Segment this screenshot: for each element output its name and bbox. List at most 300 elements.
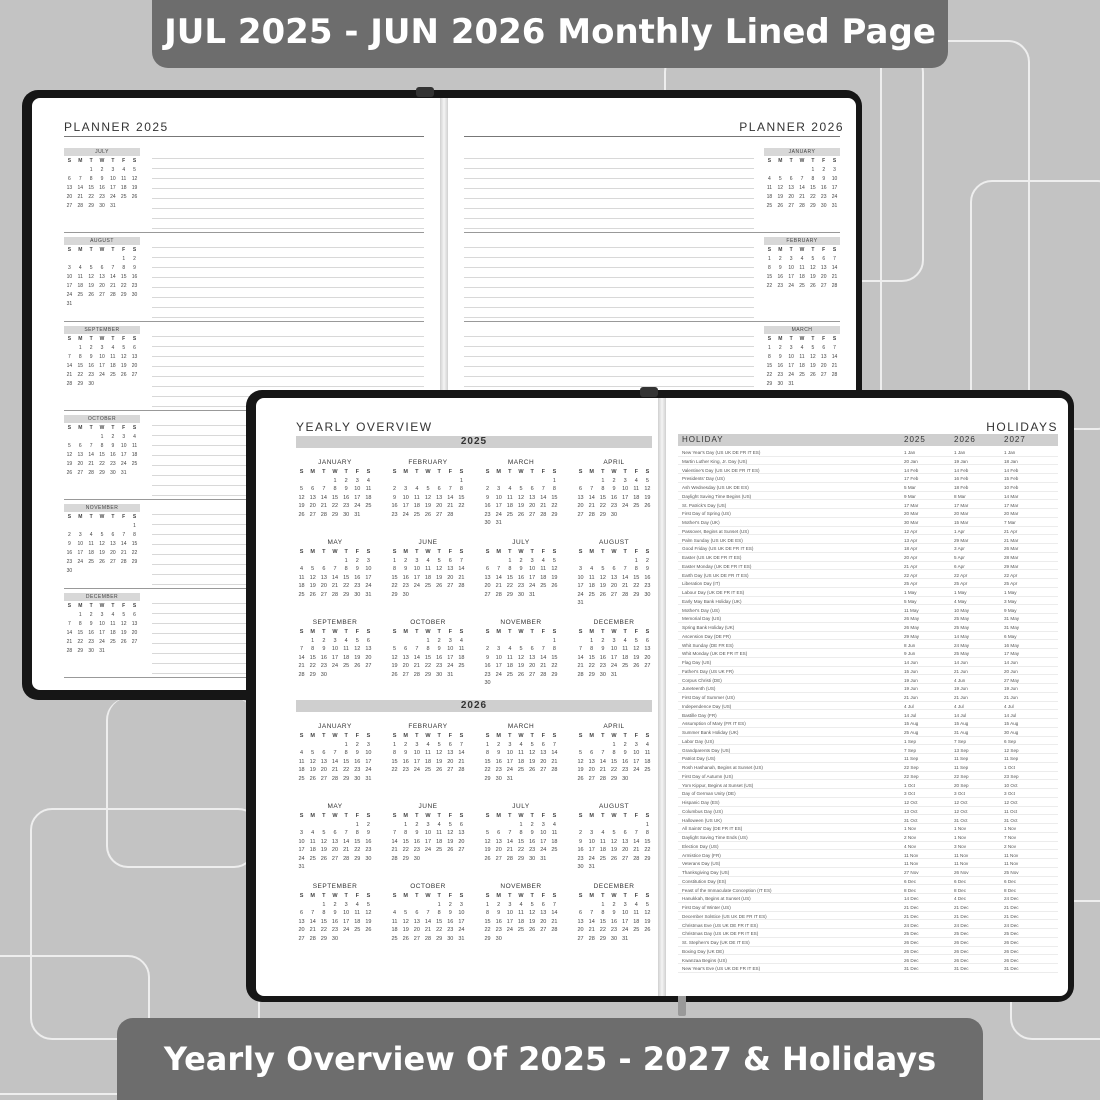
day-number: 10 [588,838,595,845]
day-number: 11 [799,265,805,271]
day-number: 22 [436,927,443,933]
year-header: 2026 [296,700,652,712]
holiday-date: 11 Oct [1004,808,1018,814]
day-number: 24 [424,847,432,853]
weekday-label: S [67,336,72,342]
weekday-label: T [623,893,627,899]
day-number: 2 [497,901,501,908]
day-number: 9 [404,750,408,756]
day-number: 7 [552,901,556,908]
holiday-date: 1 May [904,590,917,595]
day-number: 13 [820,354,827,360]
month-name: APRIL [603,459,625,466]
holiday-date: 1 Jan [904,450,916,455]
writing-line [152,346,424,347]
day-number: 6 [459,821,463,828]
day-number: 28 [331,591,339,598]
weekday-label: M [589,893,594,899]
day-number: 13 [131,621,138,627]
holiday-date: 3 Oct [954,791,965,797]
holiday-date: 25 Dec [954,931,969,937]
weekday-label: T [111,247,115,253]
day-blank [527,637,538,646]
day-number: 3 [415,741,419,748]
holiday-date: 31 Oct [954,817,968,823]
day-number: 2 [448,901,452,908]
day-number: 9 [601,646,605,652]
day-number: 30 [88,381,94,387]
day-number: 13 [529,654,536,661]
day-number: 25 [540,583,547,589]
month-name: MAY [327,803,343,810]
day-number: 29 [120,292,127,298]
day-number: 10 [354,486,361,492]
month-calendar [764,148,840,211]
day-number: 19 [131,185,138,191]
day-blank [307,741,318,750]
weekday-label: F [634,733,638,739]
weekday-label: F [822,336,826,342]
day-blank [389,637,400,646]
day-number: 16 [820,185,827,191]
day-number: 19 [529,918,536,925]
day-number: 28 [343,855,350,862]
day-number: 11 [365,486,372,492]
day-number: 18 [309,847,316,853]
day-number: 4 [634,901,638,908]
day-number: 21 [458,758,465,765]
holiday-date: 18 Jan [1004,458,1018,464]
day-blank [482,637,493,646]
day-number: 29 [610,775,618,782]
day-number: 24 [495,671,502,678]
writing-line [152,307,424,308]
day-number: 7 [833,345,836,351]
day-number: 7 [393,830,397,836]
day-number: 11 [391,918,398,925]
day-number: 6 [612,566,616,572]
day-number: 29 [77,648,84,654]
day-number: 24 [413,583,420,589]
holiday-date: 1 May [954,590,967,595]
day-number: 6 [311,486,315,492]
day-number: 4 [645,741,649,748]
day-number: 7 [333,750,337,756]
weekday-label: M [403,629,408,635]
day-number: 6 [530,646,534,652]
weekday-label: W [425,893,431,899]
day-number: 27 [622,855,629,862]
holiday-date: 21 Dec [954,913,969,919]
day-number: 18 [298,583,305,589]
day-number: 1 [437,901,441,908]
day-number: 9 [322,646,326,652]
holiday-name: Presidents' Day (US) [682,476,725,482]
day-number: 30 [599,671,606,678]
day-number: 28 [633,855,640,862]
holiday-row [678,870,1058,877]
day-number: 15 [810,185,816,191]
day-blank [515,477,526,486]
weekday-row [482,892,560,901]
day-number: 16 [495,918,502,925]
day-number: 3 [623,477,627,484]
weekday-label: T [89,158,93,164]
day-number: 1 [768,256,771,262]
day-number: 5 [122,612,126,618]
weekday-row [575,732,653,741]
weekday-label: M [78,603,83,609]
holiday-name: Kwanzaa Begins (US) [682,957,727,963]
day-number: 6 [579,486,583,492]
weekday-label: S [299,549,304,555]
holiday-date: 21 Jun [954,695,968,700]
day-number: 19 [633,654,640,661]
holiday-row [678,905,1058,912]
weekday-label: T [601,469,605,475]
day-number: 8 [601,486,605,492]
writing-lines [464,148,754,228]
holiday-name: Memorial Day (US) [682,616,722,622]
weekday-label: M [78,158,83,164]
month-name: NOVEMBER [500,883,542,890]
day-number: 2 [111,434,115,440]
day-number: 15 [551,654,558,661]
month-calendar [296,722,374,783]
day-number: 21 [413,663,420,669]
holiday-date: 3 Oct [1004,791,1015,797]
day-number: 8 [612,750,616,756]
day-number: 19 [599,583,606,589]
day-number: 21 [588,503,595,509]
page-title: YEARLY OVERVIEW [296,420,433,434]
day-number: 14 [66,630,73,636]
day-number: 6 [448,557,452,564]
day-number: 27 [529,511,536,518]
day-number: 21 [588,927,595,933]
day-number: 26 [309,775,316,782]
day-number: 26 [644,927,651,933]
day-number: 16 [343,494,350,501]
day-number: 11 [588,574,595,581]
weekday-label: W [99,158,105,164]
holiday-date: 13 Sep [954,747,969,753]
day-blank [493,557,504,566]
day-blank [75,522,86,531]
day-number: 4 [311,830,315,836]
weekday-label: S [578,813,583,819]
day-number: 3 [355,477,359,484]
day-number: 20 [131,363,138,369]
day-number: 11 [354,910,361,916]
day-number: 1 [100,434,104,440]
day-number: 16 [365,838,372,845]
day-number: 3 [497,486,501,492]
day-number: 11 [766,185,773,191]
month-calendar [64,504,140,576]
weekday-label: T [437,733,441,739]
weekday-label: S [67,425,72,431]
weekday-label: S [299,733,304,739]
day-number: 31 [66,301,73,307]
day-number: 12 [777,185,784,191]
day-number: 3 [366,557,370,564]
day-number: 15 [331,494,339,501]
weekday-label: T [322,629,326,635]
day-number: 15 [588,654,595,661]
holiday-date: 12 Oct [1004,800,1018,805]
weekday-label: S [67,158,72,164]
day-number: 18 [588,583,595,589]
holiday-date: 24 Dec [1004,896,1019,902]
day-number: 28 [110,292,116,298]
holiday-date: 24 Dec [954,922,969,928]
day-number: 6 [579,910,583,916]
holiday-row [678,660,1058,667]
holiday-row [678,503,1058,510]
day-number: 2 [486,486,490,492]
day-number: 17 [424,838,432,845]
day-number: 16 [599,654,606,661]
day-number: 20 [644,654,651,661]
title-rule [464,136,840,137]
day-number: 18 [766,194,773,200]
day-number: 5 [404,910,408,916]
holiday-row [678,476,1058,483]
day-grid [764,255,840,291]
weekday-label: W [425,469,431,475]
day-number: 9 [355,566,359,572]
day-number: 4 [508,646,512,652]
holiday-name: Father's Day (US UK FR) [682,668,734,674]
day-number: 29 [484,935,491,942]
day-number: 24 [529,583,536,589]
weekday-label: M [78,425,83,431]
weekday-label: T [111,514,115,520]
day-number: 18 [633,918,640,925]
day-blank [64,522,75,531]
day-number: 12 [517,494,525,501]
weekday-label: T [508,629,512,635]
writing-line [464,307,754,308]
day-number: 6 [322,566,326,572]
weekday-label: T [322,733,326,739]
day-number: 11 [644,750,651,756]
day-number: 20 [131,630,138,636]
day-grid [296,821,374,872]
day-blank [318,557,329,566]
day-number: 28 [588,935,595,942]
writing-line [464,247,754,248]
weekday-label: M [310,893,315,899]
day-number: 23 [495,767,502,773]
holiday-date: 6 Sep [1004,738,1017,744]
writing-line [464,356,754,357]
weekday-label: W [518,469,524,475]
weekday-label: T [811,158,815,164]
holiday-date: 12 Oct [904,800,918,805]
holiday-row [678,634,1058,641]
day-number: 5 [645,477,649,484]
day-number: 1 [552,637,556,644]
day-number: 22 [551,663,558,669]
day-number: 16 [517,574,525,581]
weekday-label: S [645,629,650,635]
day-number: 21 [577,663,584,669]
day-number: 6 [78,443,82,449]
day-number: 6 [530,486,534,492]
day-number: 5 [133,167,136,173]
day-number: 19 [88,283,94,289]
day-number: 19 [644,918,651,925]
day-number: 26 [402,935,409,942]
holiday-name: St. Patrick's Day (US) [682,502,727,508]
day-blank [307,477,318,486]
day-number: 18 [540,574,547,581]
day-number: 7 [311,910,315,916]
ribbon-tip [640,387,658,397]
holiday-name: Constitution Day (ES) [682,878,727,884]
day-number: 31 [458,935,465,942]
weekday-label: S [578,629,583,635]
day-number: 20 [588,767,595,773]
day-number: 8 [333,486,337,492]
day-blank [296,821,307,830]
day-number: 23 [577,855,584,862]
month-name: MARCH [507,723,535,730]
day-number: 13 [99,274,105,280]
day-number: 22 [506,583,513,589]
writing-line [464,178,754,179]
holiday-row [678,686,1058,693]
day-number: 25 [120,194,127,200]
holiday-row [678,538,1058,545]
weekday-label: S [832,336,837,342]
holiday-date: 31 Aug [954,730,969,735]
day-number: 29 [551,511,558,518]
holiday-name: Labour Day (UK DE FR IT ES) [682,590,745,595]
day-number: 1 [393,741,397,748]
day-number: 16 [88,363,94,369]
holiday-name: Early May Bank Holiday (UK) [682,598,742,604]
holiday-date: 6 May [1004,633,1017,639]
holiday-date: 9 May [1004,607,1017,613]
day-number: 3 [111,167,115,173]
holiday-date: 19 Jun [904,677,918,683]
holiday-name: Bastille Day (FR) [682,712,717,718]
weekday-label: S [578,893,583,899]
day-number: 9 [530,830,534,836]
weekday-label: F [448,893,452,899]
month-calendar [575,802,653,872]
day-number: 21 [66,372,73,378]
day-number: 2 [415,821,419,828]
day-grid [389,557,467,600]
weekday-label: S [392,733,397,739]
weekday-row [64,157,140,166]
day-number: 13 [298,918,305,925]
day-number: 29 [551,671,558,678]
day-number: 20 [309,503,316,509]
day-number: 30 [820,203,827,209]
day-number: 2 [355,557,359,564]
holiday-row [678,931,1058,938]
day-number: 29 [424,671,432,678]
day-number: 22 [391,583,398,589]
day-number: 19 [436,574,443,581]
writing-line [464,228,754,229]
day-number: 10 [331,646,339,652]
day-number: 7 [300,646,304,652]
day-number: 10 [831,176,838,182]
day-number: 7 [634,830,638,836]
holiday-row [678,896,1058,903]
weekday-label: S [67,514,72,520]
day-number: 30 [484,680,491,686]
holiday-row [678,783,1058,790]
weekday-row [64,424,140,433]
day-number: 21 [88,461,94,467]
day-number: 20 [529,663,536,669]
day-number: 1 [519,821,523,828]
day-blank [597,741,608,750]
day-blank [608,821,619,830]
day-number: 1 [601,477,605,484]
day-number: 20 [402,663,409,669]
day-number: 24 [788,283,794,289]
day-number: 4 [133,434,136,440]
weekday-label: S [366,733,371,739]
day-number: 24 [495,511,502,518]
holiday-date: 26 Dec [954,940,969,945]
month-name: DECEMBER [593,883,635,890]
holiday-date: 4 May [954,598,967,604]
day-number: 12 [309,574,316,581]
weekday-label: M [310,813,315,819]
weekday-label: S [459,469,464,475]
day-number: 19 [391,663,398,669]
writing-line [152,366,424,367]
day-number: 19 [66,461,73,467]
day-number: 18 [354,918,361,925]
day-number: 26 [517,671,525,678]
holiday-name: December Solstice (US UK DE FR IT ES) [682,913,767,919]
month-name: SEPTEMBER [312,619,358,626]
day-number: 13 [331,838,339,845]
day-blank [64,433,75,442]
day-number: 30 [495,935,502,942]
day-number: 2 [133,256,136,262]
day-number: 16 [484,503,491,509]
day-number: 5 [355,637,359,644]
day-number: 16 [354,758,361,765]
day-number: 5 [811,345,815,351]
day-blank [341,821,352,830]
day-number: 22 [424,663,432,669]
day-grid [64,344,140,389]
day-number: 25 [110,372,116,378]
day-blank [400,637,411,646]
day-number: 19 [447,838,454,845]
day-number: 8 [508,566,512,572]
holiday-name: First Day of Spring (US) [682,511,731,517]
weekday-label: S [485,629,490,635]
writing-line [464,218,754,219]
day-number: 20 [540,758,547,765]
day-number: 8 [89,176,93,182]
day-blank [527,477,538,486]
day-number: 1 [344,741,348,748]
